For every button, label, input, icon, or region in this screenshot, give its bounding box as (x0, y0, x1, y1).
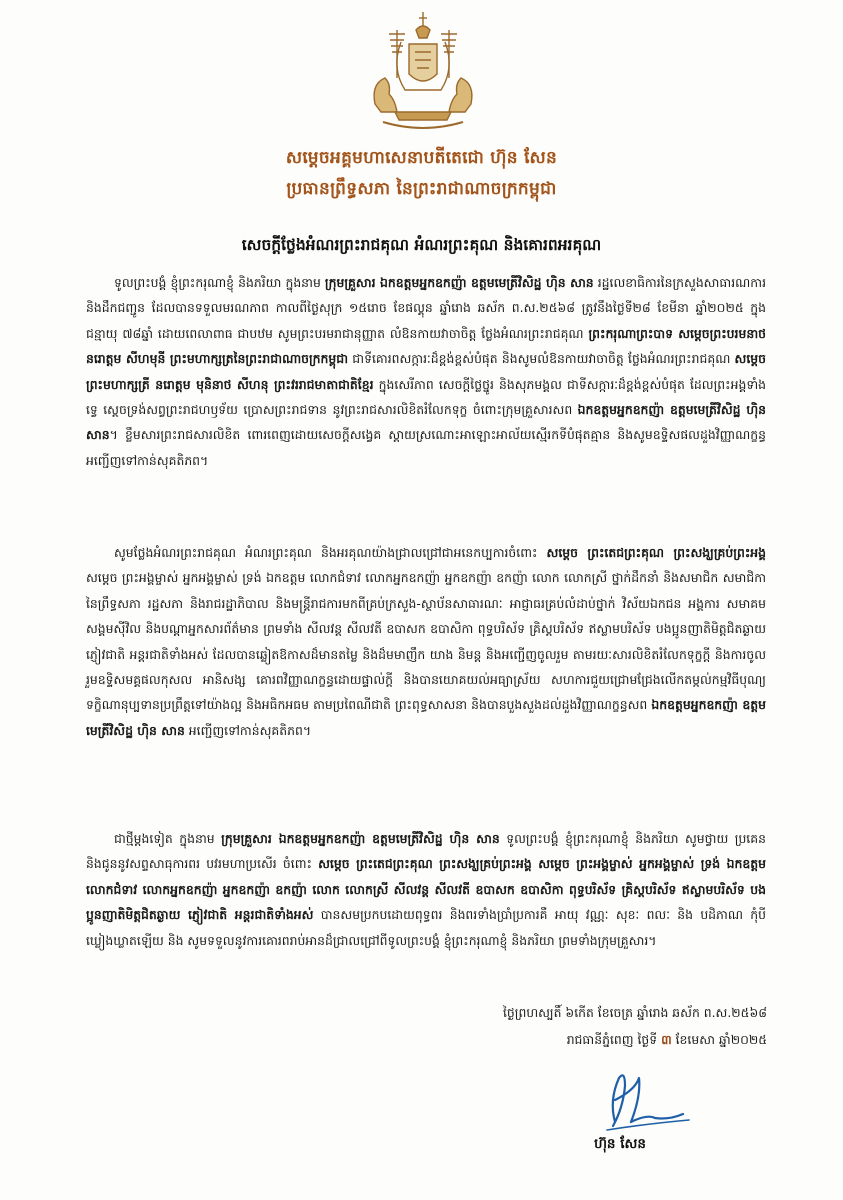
p2-bold-2: ឯកឧត្តមអ្នកឧកញ៉ា ឧត្ដមមេត្រីវិសិដ្ឋ ហ៊ិន សាន (86, 697, 766, 738)
p1-text-4: ក្នុងសេរីភាព សេចក្ដីថ្លៃថ្នូរ និងសុភមង្គល ជាទីសក្ការៈដ៏ខ្ពង់ខ្ពស់បំផុត ដែលព្រះអង្គទាំងទ្វេ ស្ដេចទ្រង់សព្វព្រះរាជហឫទ័យ ប្រោសព្រះរាជទាន នូវព្រះរាជសារលិខិតរំលែកទុក្ខ ចំពោះក្រុមគ្រួសារសព (86, 376, 766, 418)
p3-text-1: ជាថ្មីម្ដងទៀត ក្នុងនាម (114, 831, 222, 846)
paragraph-2 (86, 540, 766, 743)
royal-coat-of-arms-icon (361, 8, 485, 136)
p3-text-3: បានសមប្រកបដោយពុទ្ធពរ និងពរទាំងប្រាំប្រការគឺ អាយុ វណ្ណៈ សុខៈ ពលៈ និង បដិភាណ កុំបីឃ្លៀងឃ្លាតឡើយ និង សូមទទួលនូវការគោរពរាប់អានដ៏ជ្រាលជ្រៅពីទូលព្រះបង្គំ ខ្ញុំព្រះករុណាខ្ញុំ និងភរិយា ព្រមទាំងក្រុមគ្រួសារ។ (86, 907, 766, 948)
header-line-2: ប្រធានព្រឹទ្ធសភា នៃព្រះរាជាណាចក្រកម្ពុជា (286, 179, 557, 199)
p1-bold-2: ព្រះករុណាព្រះបាទ សម្ដេចព្រះបរមនាថ នរោត្តម សីហមុនី ព្រះមហាក្សត្រនៃព្រះរាជាណាចក្រកម្ពុជា (86, 325, 766, 367)
document-title: សេចក្ដីថ្លែងអំណរព្រះរាជគុណ អំណរព្រះគុណ និងគោរពអរគុណ (241, 236, 602, 254)
date-prefix: រាជធានីភ្នំពេញ ថ្ងៃទី (566, 1032, 662, 1047)
p1-text-2: រដ្ឋលេខាធិការនៃក្រសួងសាធារណការ និងដឹកជញ្ជូន ដែលបានទទួលមរណភាព កាលពីថ្ងៃសុក្រ ១៥រោច ខែផល្គុន ឆ្នាំរោង ឆស័ក ព.ស.២៥៦៨ ត្រូវនឹងថ្ងៃទី២៨ ខែមីនា ឆ្នាំ២០២៥ ក្នុងជន្មាយុ ៧៨ឆ្នាំ ដោយពេលាពាធ ជាបឋម សូមព្រះបរមរាជានុញ្ញាត លំឱនកាយវាចាចិត្ត ថ្លែងអំណរព្រះរាជគុណ (86, 275, 766, 341)
p1-text-1: ទូលព្រះបង្គំ ខ្ញុំព្រះករុណាខ្ញុំ និងភរិយា ក្នុងនាម (114, 275, 325, 290)
p3-bold-1: ក្រុមគ្រួសារ ឯកឧត្តមអ្នកឧកញ៉ា ឧត្ដមមេត្រីវិសិដ្ឋ ហ៊ិន សាន (221, 831, 500, 846)
p1-bold-4: ឯកឧត្តមអ្នកឧកញ៉ា ឧត្ដមមេត្រីវិសិដ្ឋ ហ៊ិន សាន (86, 402, 766, 443)
signer-name: ហ៊ុន សែន (594, 1136, 646, 1152)
paragraph-1 (86, 270, 766, 473)
paragraph-3 (86, 826, 766, 953)
p2-text-1: សូមថ្លែងអំណរព្រះរាជគុណ អំណរព្រះគុណ និងអរគុណយ៉ាងជ្រាលជ្រៅជាអនេកប្បការចំពោះ (114, 545, 547, 560)
p1-bold-3: សម្ដេចព្រះមហាក្សត្រី នរោត្តម មុនិនាថ សីហនុ ព្រះវររាជមាតាជាតិខ្មែរ (86, 351, 767, 392)
date-suffix: ខែមេសា ឆ្នាំ២០២៥ (671, 1032, 767, 1047)
date-day-number: ៣ (661, 1032, 672, 1047)
solar-date-line (247, 1032, 767, 1051)
p1-text-3: ជាទីគោរពសក្ការៈដ៏ខ្ពង់ខ្ពស់បំផុត និងសូមលំឱនកាយវាចាចិត្ត ថ្លែងអំណរព្រះរាជគុណ (348, 351, 735, 367)
handwritten-signature-icon (585, 1060, 705, 1140)
lunar-date-line: ថ្ងៃព្រហស្បតិ៍ ៦កើត ខែចេត្រ ឆ្នាំរោង ឆស័ក ព.ស.២៥៦៨ (502, 1005, 767, 1020)
p3-text-2: ទូលព្រះបង្គំ ខ្ញុំព្រះករុណាខ្ញុំ និងភរិយា សូមថ្វាយ ប្រគេន និងជូននូវសព្ទសាធុការពរ បវរមហាប្រសើរ ចំពោះ (86, 831, 766, 872)
header-line-1: សម្ដេចអគ្គមហាសេនាបតីតេជោ ហ៊ុន សែន (285, 148, 558, 168)
p2-text-3: អញ្ជើញទៅកាន់សុគតិភព។ (184, 722, 311, 738)
p2-text-2: សម្ដេច ព្រះអង្គម្ចាស់ អ្នកអង្គម្ចាស់ ទ្រង់ ឯកឧត្តម លោកជំទាវ លោកអ្នកឧកញ៉ា អ្នកឧកញ៉ា ឧកញ៉ា លោក លោកស្រី ថ្នាក់ដឹកនាំ និងសមាជិក សមាជិកានៃព្រឹទ្ធសភា រដ្ឋសភា និងរាជរដ្ឋាភិបាល និងមន្ត្រីរាជការមកពីគ្រប់ក្រសួង-ស្ថាប័នសាធារណៈ អាជ្ញាធរគ្រប់លំដាប់ថ្នាក់ វិស័យឯកជន អង្គការ សមាគមសង្គមស៊ីវិល និងបណ្ដាអ្នកសារព័ត៌មាន ព្រមទាំង សីលវន្ត សីលវតី ឧបាសក ឧបាសិកា ពុទ្ធបរិស័ទ គ្រិស្ដបរិស័ទ ឥស្លាមបរិស័ទ បងប្អូនញាតិមិត្តជិតឆ្ងាយ ភ្ញៀវជាតិ អន្តរជាតិទាំងអស់ ដែលបានឆ្លៀតឱកាសដ៏មានតម្លៃ និងដ៏មមាញឹក យាង និមន្ត និងអញ្ជើញចូលរួម តាមរយៈសារលិខិតរំលែកទុក្ខក្តី និងការចូលរួមឧទ្ទិសមគ្គផលកុសល អានិសង្ស គោរពវិញ្ញាណក្ខន្ធដោយផ្ទាល់ក្ដី និងបានយោគយល់អធ្យាស្រ័យ សហការជួយជ្រោមជ្រែងលើកតម្កល់កម្មវិធីបុណ្យទក្ខិណានុប្បទានប្រព្រឹត្តទៅយ៉ាងល្អ និងអធិកអធម តាមប្រពៃណីជាតិ ព្រះពុទ្ធសាសនា និងបានបួងសួងដល់ដួងវិញ្ញាណក្ខន្ធសព (86, 570, 766, 713)
p2-bold-1: សម្ដេច ព្រះតេជព្រះគុណ ព្រះសង្ឃគ្រប់ព្រះអង្គ (546, 545, 766, 560)
p3-bold-2: សម្ដេច ព្រះតេជព្រះគុណ ព្រះសង្ឃគ្រប់ព្រះអង្គ សម្ដេច ព្រះអង្គម្ចាស់ អ្នកអង្គម្ចាស់ ទ្រង់ ឯកឧត្តម លោកជំទាវ លោកអ្នកឧកញ៉ា អ្នកឧកញ៉ា ឧកញ៉ា លោក លោកស្រី សីលវន្ត សីលវតី ឧបាសក ឧបាសិកា ពុទ្ធបរិស័ទ គ្រិស្ដបរិស័ទ ឥស្លាមបរិស័ទ បងប្អូនញាតិមិត្តជិតឆ្ងាយ ភ្ញៀវជាតិ អន្តរជាតិទាំងអស់ (86, 856, 766, 923)
p1-text-5: ។ ខ្លឹមសារព្រះរាជសារលិខិត ពោរពេញដោយសេចក្ដីសង្វេគ ស្ដាយស្រណោះអាឡោះអាល័យស្មើរកទីបំផុតគ្មាន និងសូមឧទ្ទិសផលដួងវិញ្ញាណក្ខន្ធអញ្ជើញទៅកាន់សុគតិភព។ (86, 427, 766, 468)
p1-bold-1: ក្រុមគ្រួសារ ឯកឧត្តមអ្នកឧកញ៉ា ឧត្ដមមេត្រីវិសិដ្ឋ ហ៊ិន សាន (324, 275, 594, 290)
